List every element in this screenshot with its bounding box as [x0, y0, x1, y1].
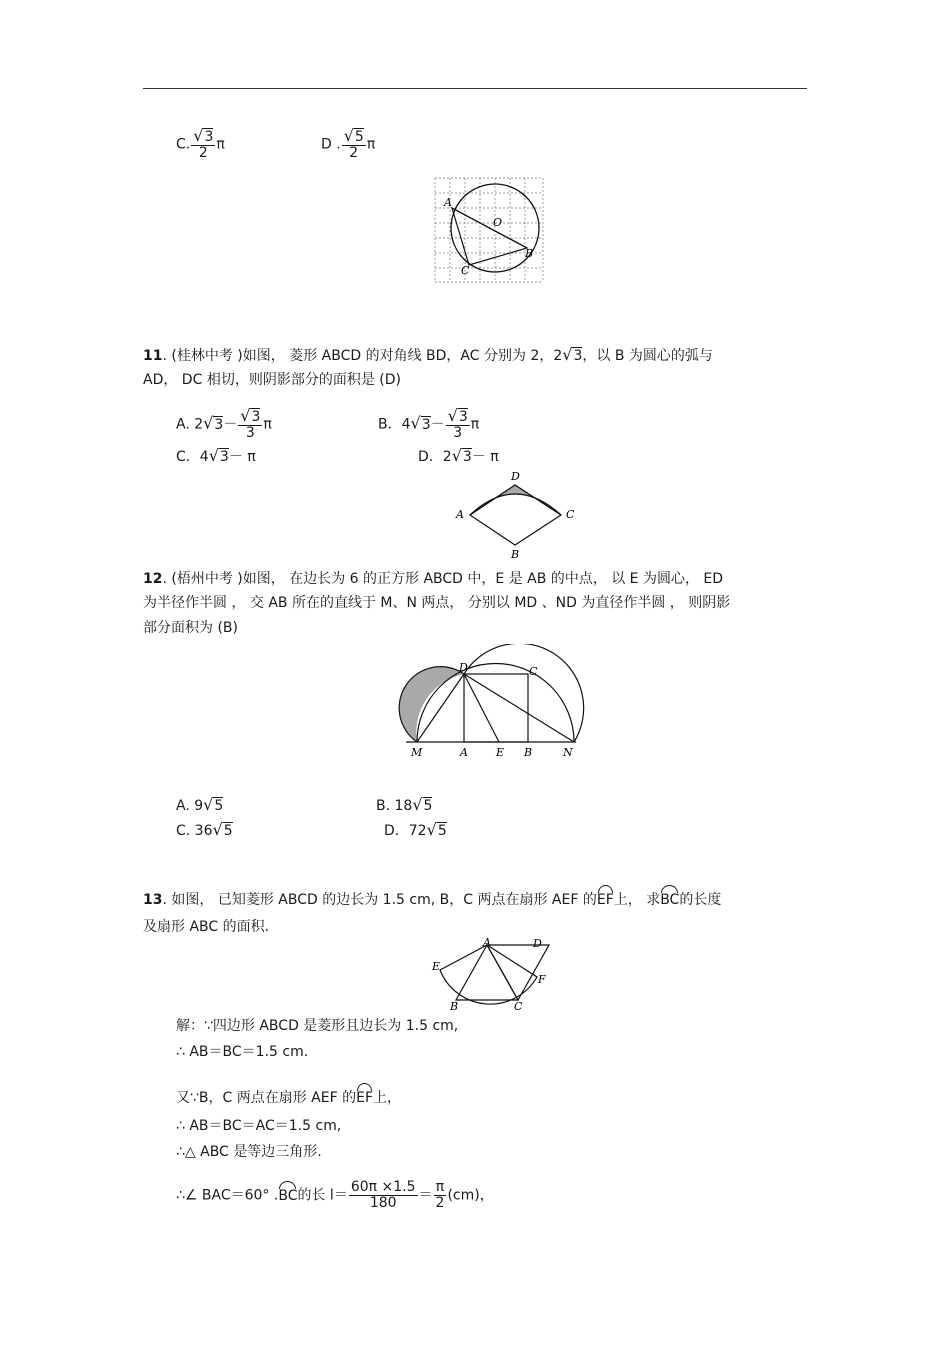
label-c: C: [461, 264, 470, 277]
figure-10-circle-grid: [433, 176, 545, 284]
option-10-c: C. $\frac{√3}{2}$ π: [176, 126, 225, 161]
option-11-d: D．2√3－ π: [418, 446, 499, 465]
figure-11-rhombus: [450, 468, 580, 563]
solution-line4: ∴ AB＝BC＝AC＝1.5 cm,: [176, 1118, 342, 1134]
label-c: C: [566, 508, 575, 521]
question-12-line1: 12. (梧州中考 )如图， 在边长为 6 的正方形 ABCD 中，E 是 AB 的中点， 以 E 为圆心， ED: [143, 571, 724, 587]
solution-line1: 解：∵四边形 ABCD 是菱形且边长为 1.5 cm,: [176, 1018, 459, 1034]
label-a: A: [444, 196, 452, 209]
arc-centered-b: [470, 494, 561, 515]
question-13-line2: 及扇形 ABC 的面积.: [143, 919, 270, 935]
label-d: D: [459, 661, 468, 674]
header-rule: [143, 88, 807, 89]
figure-12-square-semicircles: [396, 644, 586, 762]
semicircle-nd: [464, 644, 584, 742]
option-11-a: A. 2√3－ $\frac{√3}{3}$ π: [176, 406, 272, 441]
label-c: C: [529, 665, 538, 678]
label-b: B: [524, 746, 533, 759]
shaded-left: [399, 667, 464, 742]
question-11-line2: AD， DC 相切，则阴影部分的面积是 (D): [143, 372, 401, 388]
question-12-line3: 部分面积为 (B): [143, 620, 238, 636]
question-11-line1: 11. (桂林中考 )如图， 菱形 ABCD 的对角线 BD，AC 分别为 2，2√3，以 B 为圆心的弧与: [143, 345, 713, 364]
label-m: M: [411, 746, 423, 759]
solution-line2: ∴ AB＝BC＝1.5 cm.: [176, 1044, 309, 1060]
option-12-d: D．72√5: [384, 820, 447, 839]
option-11-b: B．4√3－ $\frac{√3}{3}$ π: [378, 406, 480, 441]
segment-ab: [452, 208, 527, 248]
label-o: O: [493, 216, 503, 229]
label-b: B: [511, 548, 520, 561]
option-12-a: A. 9√5: [176, 795, 224, 814]
label-n: N: [563, 746, 573, 759]
triangle-abc: [452, 208, 527, 265]
question-13-line1: 13. 如图， 已知菱形 ABCD 的边长为 1.5 cm, B，C 两点在扇形 AEF 的EF上， 求BC的长度: [143, 887, 721, 910]
segment-dn: [464, 674, 574, 742]
solution-line5: ∴△ ABC 是等边三角形.: [176, 1144, 322, 1160]
solution-line6: ∴∠ BAC＝60° .BC的长 l＝ $\frac{60\pi \times 1.5}{180}$ ＝ $\frac{\pi}{2}$ (cm)，: [176, 1179, 494, 1211]
label-b: B: [450, 1000, 459, 1013]
option-12-b: B. 18√5: [376, 795, 433, 814]
option-11-c: C．4√3－ π: [176, 446, 256, 465]
label-d: D: [533, 937, 542, 950]
label-a: A: [483, 936, 491, 949]
label-d: D: [511, 470, 520, 483]
label-a: A: [460, 746, 468, 759]
label-b: B: [525, 247, 534, 260]
label-f: F: [538, 973, 546, 986]
shaded-region: [470, 485, 561, 515]
label-e: E: [432, 960, 441, 973]
option-12-c: C. 36√5: [176, 820, 233, 839]
sector-aef: [440, 945, 537, 1004]
shaded-right: [464, 644, 584, 742]
label-c: C: [514, 1000, 523, 1013]
option-10-d: D . $\frac{√5}{2}$ π: [321, 126, 376, 161]
label-e: E: [496, 746, 505, 759]
question-12-line2: 为半径作半圆 ， 交 AB 所在的直线于 M、N 两点， 分别以 MD 、ND 为直径作半圆 ， 则阴影: [143, 595, 731, 611]
figure-13-sector-rhombus: [428, 936, 553, 1014]
solution-line3: 又∵B，C 两点在扇形 AEF 的EF上，: [176, 1085, 401, 1108]
triangle-abc: [456, 945, 518, 1000]
label-a: A: [456, 508, 464, 521]
